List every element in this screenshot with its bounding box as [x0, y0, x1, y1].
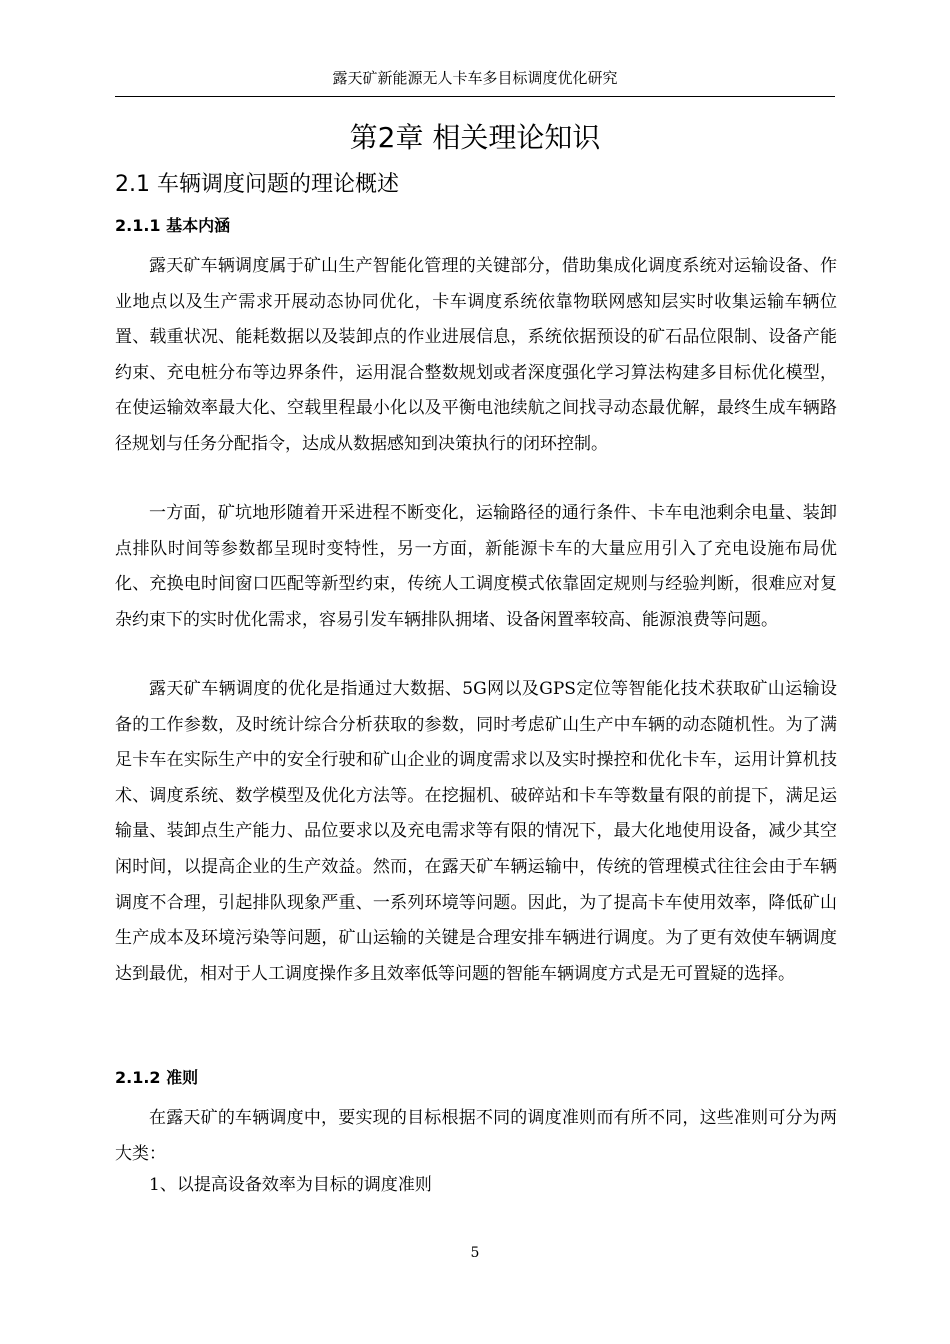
page-number: 5 — [470, 1245, 480, 1261]
list-item: 1、以提高设备效率为目标的调度准则 — [149, 1175, 432, 1195]
paragraph: 一方面，矿坑地形随着开采进程不断变化，运输路径的通行条件、卡车电池剩余电量、装卸点排队时间等参数都呈现时变特性，另一方面，新能源卡车的大量应用引入了充电设施布局优化、充换电时间窗口匹配等新型约束，传统人工调度模式依靠固定规则与经验判断，很难应对复杂约束下的实时优化需求，容易引发车辆排队拥堵、设备闲置率较高、能源浪费等问题。 — [115, 503, 837, 630]
paragraph: 露天矿车辆调度属于矿山生产智能化管理的关键部分，借助集成化调度系统对运输设备、作业地点以及生产需求开展动态协同优化，卡车调度系统依靠物联网感知层实时收集运输车辆位置、载重状况、能耗数据以及装卸点的作业进展信息，系统依据预设的矿石品位限制、设备产能约束、充电桩分布等边界条件，运用混合整数规划或者深度强化学习算法构建多目标优化模型，在使运输效率最大化、空载里程最小化以及平衡电池续航之间找寻动态最优解，最终生成车辆路径规划与任务分配指令，达成从数据感知到决策执行的闭环控制。 — [115, 256, 837, 454]
chapter-title: 第2章 相关理论知识 — [349, 121, 601, 154]
paragraph: 露天矿车辆调度的优化是指通过大数据、5G网以及GPS定位等智能化技术获取矿山运输设备的工作参数，及时统计综合分析获取的参数，同时考虑矿山生产中车辆的动态随机性。为了满足卡车在实际生产中的安全行驶和矿山企业的调度需求以及实时操控和优化卡车，运用计算机技术、调度系统、数学模型及优化方法等。在挖掘机、破碎站和卡车等数量有限的前提下，满足运输量、装卸点生产能力、品位要求以及充电需求等有限的情况下，最大化地使用设备，减少其空闲时间，以提高企业的生产效益。然而，在露天矿车辆运输中，传统的管理模式往往会由于车辆调度不合理，引起排队现象严重、一系列环境等问题。因此，为了提高卡车使用效率，降低矿山生产成本及环境污染等问题，矿山运输的关键是合理安排车辆进行调度。为了更有效使车辆调度达到最优，相对于人工调度操作多且效率低等问题的智能车辆调度方式是无可置疑的选择。 — [115, 679, 837, 984]
subsection-title-criteria: 2.1.2 准则 — [115, 1068, 199, 1087]
subsection-title-basic: 2.1.1 基本内涵 — [115, 216, 231, 235]
paragraph: 在露天矿的车辆调度中，要实现的目标根据不同的调度准则而有所不同，这些准则可分为两大类： — [115, 1108, 837, 1164]
header-rule — [115, 96, 835, 97]
running-header: 露天矿新能源无人卡车多目标调度优化研究 — [332, 69, 618, 87]
section-title: 2.1 车辆调度问题的理论概述 — [115, 172, 399, 197]
